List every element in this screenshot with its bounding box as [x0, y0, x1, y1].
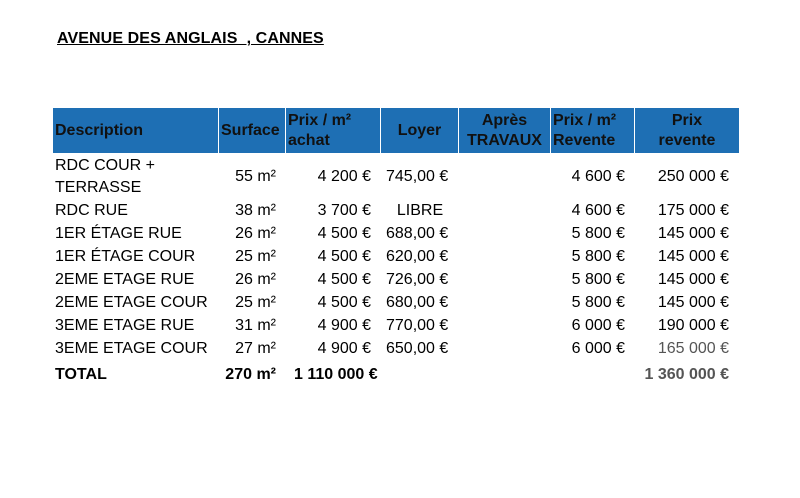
header-prix-revente — [635, 108, 739, 153]
cell-surface: 26 m² — [235, 224, 276, 242]
cell-prix-revente: 165 000 € — [657, 339, 729, 357]
table-row — [53, 153, 739, 199]
header-loyer-label: Loyer — [397, 121, 442, 139]
cell-description: RDC COUR + TERRASSE — [55, 157, 156, 196]
header-prix-revente-m2-line1: Prix / m² — [553, 111, 617, 129]
cell-prix-achat: 4 900 € — [317, 339, 371, 357]
cell-prix-achat: 4 500 € — [317, 224, 371, 242]
header-description-label: Description — [55, 121, 144, 139]
header-prix-revente-line1: Prix — [671, 111, 703, 129]
header-prix-achat-line2: achat — [288, 131, 330, 149]
total-loyer-empty — [381, 360, 459, 390]
cell-description: RDC RUE — [55, 201, 128, 219]
table-row — [53, 291, 739, 314]
cell-prix-achat: 4 900 € — [317, 316, 371, 334]
header-prix-achat-line1: Prix / m² — [288, 111, 352, 129]
cell-prix-achat: 4 200 € — [317, 168, 371, 185]
cell-loyer: 745,00 € — [386, 168, 449, 185]
cell-description: 2EME ETAGE COUR — [55, 293, 208, 311]
cell-prix-achat: 4 500 € — [317, 270, 371, 288]
cell-loyer: 770,00 € — [386, 316, 449, 334]
cell-apres-travaux — [459, 337, 551, 360]
cell-prix-revente: 250 000 € — [657, 168, 729, 185]
header-apres-travaux — [459, 108, 551, 153]
cell-description: 3EME ETAGE COUR — [55, 339, 208, 357]
cell-prix-revente-m2: 4 600 € — [571, 168, 625, 185]
cell-loyer: 680,00 € — [386, 293, 449, 311]
header-apres-line2: TRAVAUX — [467, 131, 542, 149]
cell-surface: 26 m² — [235, 270, 276, 288]
header-surface — [219, 108, 286, 153]
cell-surface: 25 m² — [235, 293, 276, 311]
cell-description: 1ER ÉTAGE RUE — [55, 224, 182, 242]
cell-surface: 25 m² — [235, 247, 276, 265]
cell-description: 2EME ETAGE RUE — [55, 270, 195, 288]
cell-surface: 38 m² — [235, 201, 276, 219]
header-surface-label: Surface — [221, 121, 280, 139]
table-row — [53, 199, 739, 222]
table-row — [53, 245, 739, 268]
header-apres-line1: Après — [481, 111, 528, 129]
cell-prix-revente-m2: 5 800 € — [571, 224, 625, 242]
cell-loyer: 620,00 € — [386, 247, 449, 265]
table-row — [53, 314, 739, 337]
cell-prix-revente: 145 000 € — [657, 247, 729, 265]
cell-loyer: 650,00 € — [386, 339, 449, 357]
total-prix-m2-empty — [551, 360, 635, 390]
total-label: TOTAL — [55, 366, 107, 383]
cell-apres-travaux — [459, 222, 551, 245]
table-header — [53, 108, 739, 153]
table-body — [53, 153, 739, 390]
cell-loyer: LIBRE — [396, 201, 444, 219]
cell-loyer: 726,00 € — [386, 270, 449, 288]
cell-prix-revente: 145 000 € — [657, 270, 729, 288]
cell-apres-travaux — [459, 291, 551, 314]
total-apres-empty — [459, 360, 551, 390]
cell-prix-revente-m2: 5 800 € — [571, 247, 625, 265]
cell-prix-revente: 190 000 € — [657, 316, 729, 334]
table-row — [53, 337, 739, 360]
cell-prix-revente-m2: 4 600 € — [571, 201, 625, 219]
cell-prix-achat: 3 700 € — [317, 201, 371, 219]
cell-prix-revente-m2: 5 800 € — [571, 293, 625, 311]
cell-prix-revente-m2: 5 800 € — [571, 270, 625, 288]
header-description — [53, 108, 219, 153]
table-row — [53, 222, 739, 245]
cell-prix-achat: 4 500 € — [317, 293, 371, 311]
cell-prix-revente: 145 000 € — [657, 293, 729, 311]
cell-loyer: 688,00 € — [386, 224, 449, 242]
cell-prix-revente-m2: 6 000 € — [571, 339, 625, 357]
document-title: AVENUE DES ANGLAIS , CANNES — [57, 30, 324, 47]
header-prix-revente-line2: revente — [658, 131, 716, 149]
total-surface: 270 m² — [225, 366, 276, 383]
header-row — [53, 108, 739, 153]
header-prix-revente-m2-line2: Revente — [553, 131, 616, 149]
table-row — [53, 268, 739, 291]
total-row — [53, 360, 739, 390]
total-prix-revente: 1 360 000 € — [644, 366, 729, 383]
cell-surface: 27 m² — [235, 339, 276, 357]
header-prix-achat — [286, 108, 381, 153]
total-prix-achat: 1 110 000 € — [294, 366, 378, 383]
cell-apres-travaux — [459, 314, 551, 337]
header-loyer — [381, 108, 459, 153]
cell-apres-travaux — [459, 268, 551, 291]
cell-apres-travaux — [459, 245, 551, 268]
header-prix-revente-m2 — [551, 108, 635, 153]
cell-surface: 31 m² — [235, 316, 276, 334]
cell-apres-travaux — [459, 153, 551, 199]
cell-prix-achat: 4 500 € — [317, 247, 371, 265]
cell-description: 1ER ÉTAGE COUR — [55, 247, 196, 265]
cell-prix-revente: 145 000 € — [657, 224, 729, 242]
cell-surface: 55 m² — [235, 168, 276, 185]
cell-prix-revente: 175 000 € — [657, 201, 729, 219]
property-table — [53, 108, 739, 390]
cell-apres-travaux — [459, 199, 551, 222]
cell-prix-revente-m2: 6 000 € — [571, 316, 625, 334]
cell-description: 3EME ETAGE RUE — [55, 316, 195, 334]
